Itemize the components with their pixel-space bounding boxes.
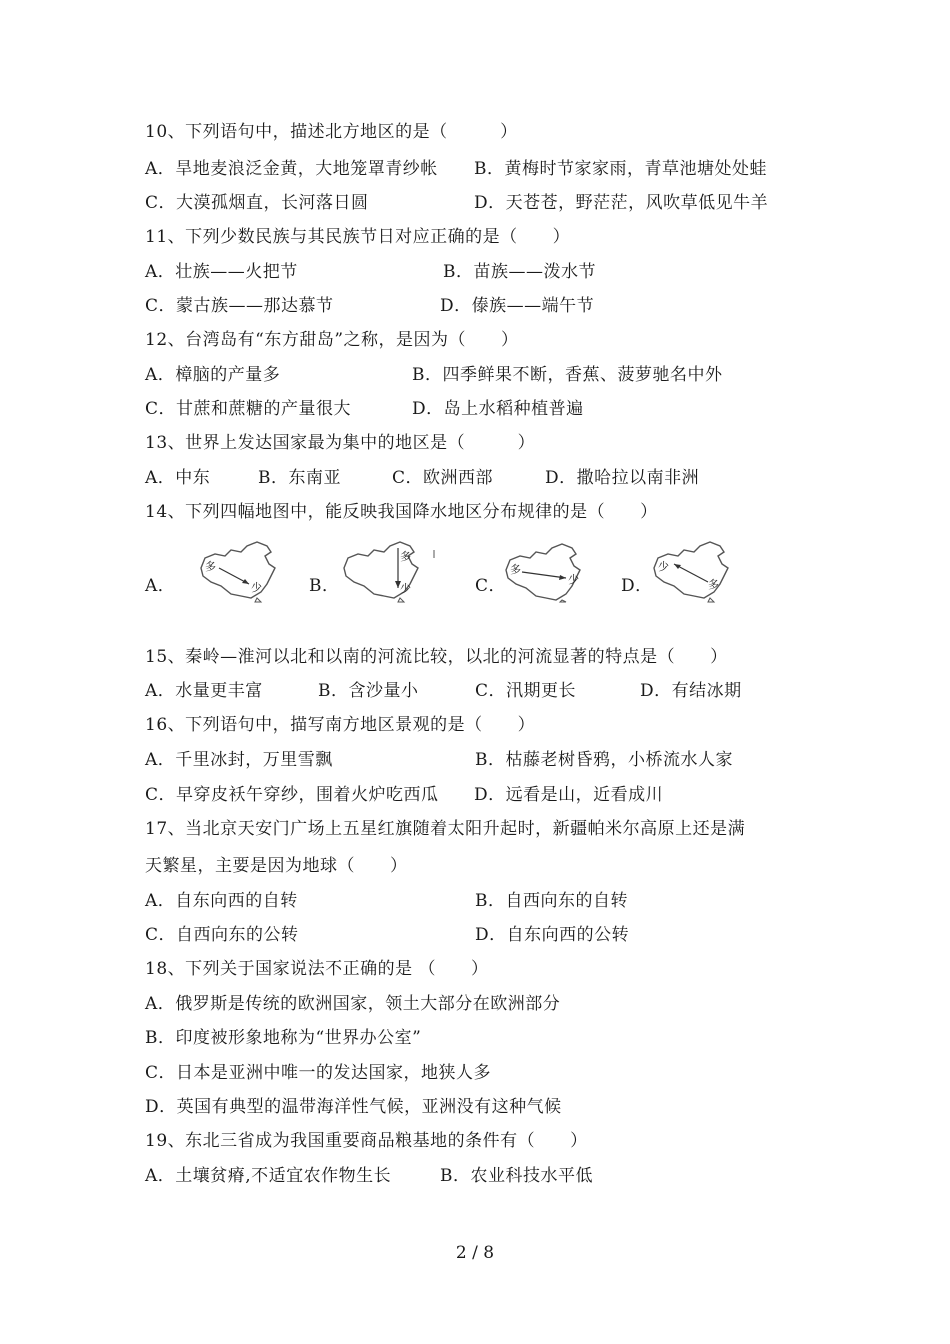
question-11-option-d: D．傣族——端午节 bbox=[440, 296, 595, 316]
question-10-stem: 10、下列语句中，描述北方地区的是（ ） bbox=[145, 122, 518, 142]
question-12-option-b: B．四季鲜果不断，香蕉、菠萝驰名中外 bbox=[412, 365, 723, 385]
question-17-option-c: C．自西向东的公转 bbox=[145, 925, 299, 945]
question-13-option-d: D．撒哈拉以南非洲 bbox=[545, 468, 700, 488]
question-17-stem: 17、当北京天安门广场上五星红旗随着太阳升起时，新疆帕米尔高原上还是满 bbox=[145, 819, 746, 839]
china-map-c bbox=[500, 540, 590, 604]
map-d-label-few: 少 bbox=[658, 560, 669, 573]
question-18-option-d: D．英国有典型的温带海洋性气候，亚洲没有这种气候 bbox=[145, 1097, 562, 1117]
question-19-stem: 19、东北三省成为我国重要商品粮基地的条件有（ ） bbox=[145, 1131, 588, 1151]
question-10-option-d: D．天苍苍，野茫茫，风吹草低见牛羊 bbox=[474, 193, 769, 213]
question-14-option-d: D． bbox=[621, 576, 653, 596]
map-c-label-many: 多 bbox=[510, 563, 521, 576]
question-17-option-d: D．自东向西的公转 bbox=[475, 925, 630, 945]
map-a-label-few: 少 bbox=[251, 581, 262, 594]
question-13-option-a: A．中东 bbox=[145, 468, 211, 488]
question-17-option-b: B．自西向东的自转 bbox=[475, 891, 628, 911]
question-12-option-c: C．甘蔗和蔗糖的产量很大 bbox=[145, 399, 352, 419]
map-b-label-many: 多 bbox=[400, 550, 411, 563]
question-15-option-d: D．有结冰期 bbox=[640, 681, 742, 701]
map-c-label-few: 少 bbox=[568, 573, 579, 586]
page-number: 2 / 8 bbox=[455, 1243, 495, 1263]
question-10-option-c: C．大漠孤烟直，长河落日圆 bbox=[145, 193, 369, 213]
china-map-a bbox=[195, 538, 285, 604]
question-14-option-c: C． bbox=[475, 576, 507, 596]
china-map-b bbox=[338, 538, 438, 604]
question-19-option-a: A．土壤贫瘠,不适宜农作物生长 bbox=[145, 1166, 392, 1186]
question-12-option-a: A．樟脑的产量多 bbox=[145, 365, 281, 385]
question-18-option-c: C．日本是亚洲中唯一的发达国家，地狭人多 bbox=[145, 1063, 492, 1083]
question-16-option-b: B．枯藤老树昏鸦，小桥流水人家 bbox=[475, 750, 733, 770]
question-19-option-b: B．农业科技水平低 bbox=[440, 1166, 593, 1186]
question-15-option-c: C．汛期更长 bbox=[475, 681, 577, 701]
question-13-option-b: B．东南亚 bbox=[258, 468, 341, 488]
question-12-stem: 12、台湾岛有“东方甜岛”之称，是因为（ ） bbox=[145, 330, 519, 350]
question-11-option-b: B．苗族——泼水节 bbox=[443, 262, 596, 282]
question-13-option-c: C．欧洲西部 bbox=[392, 468, 494, 488]
question-10-option-a: A．旱地麦浪泛金黄，大地笼罩青纱帐 bbox=[145, 159, 438, 179]
question-12-option-d: D．岛上水稻种植普遍 bbox=[412, 399, 584, 419]
map-b-label-few: 少 bbox=[400, 582, 411, 595]
question-14-stem: 14、下列四幅地图中，能反映我国降水地区分布规律的是（ ） bbox=[145, 502, 658, 522]
question-10-option-b: B．黄梅时节家家雨，青草池塘处处蛙 bbox=[474, 159, 767, 179]
question-14-option-a: A． bbox=[145, 576, 176, 596]
china-map-d bbox=[648, 538, 740, 604]
map-d-label-many: 多 bbox=[708, 578, 719, 591]
question-16-option-c: C．早穿皮袄午穿纱，围着火炉吃西瓜 bbox=[145, 785, 439, 805]
question-16-stem: 16、下列语句中，描写南方地区景观的是（ ） bbox=[145, 715, 536, 735]
question-15-option-a: A．水量更丰富 bbox=[145, 681, 263, 701]
map-a-label-many: 多 bbox=[205, 560, 216, 573]
question-13-stem: 13、世界上发达国家最为集中的地区是（ ） bbox=[145, 433, 536, 453]
question-18-option-a: A．俄罗斯是传统的欧洲国家，领土大部分在欧洲部分 bbox=[145, 994, 561, 1014]
question-11-option-c: C．蒙古族——那达慕节 bbox=[145, 296, 334, 316]
question-16-option-d: D．远看是山，近看成川 bbox=[474, 785, 664, 805]
question-11-stem: 11、下列少数民族与其民族节日对应正确的是（ ） bbox=[145, 227, 571, 247]
question-17-option-a: A．自东向西的自转 bbox=[145, 891, 298, 911]
question-15-option-b: B．含沙量小 bbox=[318, 681, 419, 701]
question-16-option-a: A．千里冰封，万里雪飘 bbox=[145, 750, 333, 770]
question-15-stem: 15、秦岭—淮河以北和以南的河流比较，以北的河流显著的特点是（ ） bbox=[145, 647, 728, 667]
question-18-option-b: B．印度被形象地称为“世界办公室” bbox=[145, 1028, 422, 1048]
question-14-option-b: B． bbox=[309, 576, 340, 596]
question-18-stem: 18、下列关于国家说法不正确的是 （ ） bbox=[145, 959, 489, 979]
question-17-stem-continued: 天繁星，主要是因为地球（ ） bbox=[145, 856, 408, 876]
question-11-option-a: A．壮族——火把节 bbox=[145, 262, 298, 282]
